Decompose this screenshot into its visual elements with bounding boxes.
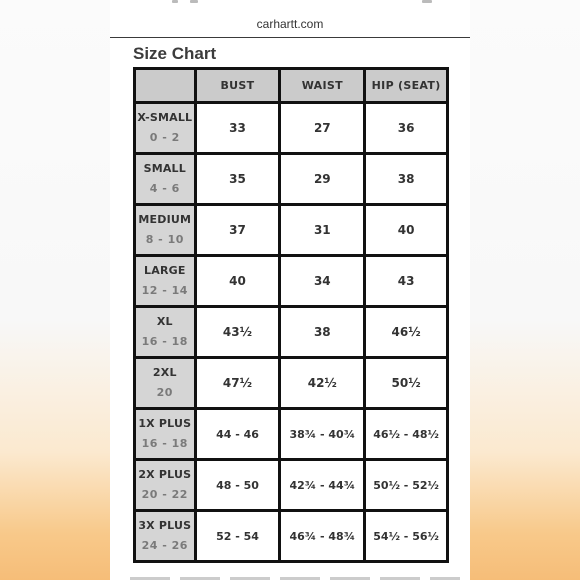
header-corner [135, 69, 196, 103]
hip-cell: 40 [365, 205, 448, 256]
size-label-cell [135, 460, 196, 511]
table-row [135, 409, 448, 460]
bust-cell: 33 [195, 103, 280, 154]
bust-cell: 43½ [195, 307, 280, 358]
size-label-cell [135, 358, 196, 409]
hip-cell: 46½ - 48½ [365, 409, 448, 460]
url-text[interactable]: carhartt.com [256, 17, 324, 31]
size-name: 3X PLUS [138, 519, 192, 532]
hip-cell: 38 [365, 154, 448, 205]
waist-cell: 38¾ - 40¾ [280, 409, 365, 460]
table-body [135, 103, 448, 562]
table-row [135, 205, 448, 256]
size-label-cell [135, 409, 196, 460]
table-row [135, 358, 448, 409]
hip-cell: 54½ - 56½ [365, 511, 448, 562]
size-range: 0 - 2 [149, 131, 180, 144]
table-header-row [135, 69, 448, 103]
size-chart-table [133, 67, 449, 563]
waist-cell: 27 [280, 103, 365, 154]
waist-cell: 42¾ - 44¾ [280, 460, 365, 511]
size-range: 12 - 14 [141, 284, 188, 297]
bust-cell: 48 - 50 [195, 460, 280, 511]
bust-cell: 47½ [195, 358, 280, 409]
table-row [135, 154, 448, 205]
size-label-cell [135, 103, 196, 154]
waist-cell: 29 [280, 154, 365, 205]
hip-cell: 46½ [365, 307, 448, 358]
table-row [135, 460, 448, 511]
table-row [135, 256, 448, 307]
bust-cell: 40 [195, 256, 280, 307]
bust-cell: 37 [195, 205, 280, 256]
size-name: 2XL [152, 366, 177, 379]
bust-cell: 35 [195, 154, 280, 205]
hip-cell: 43 [365, 256, 448, 307]
size-name: 1X PLUS [138, 417, 192, 430]
size-label-cell [135, 307, 196, 358]
hip-cell: 50½ [365, 358, 448, 409]
address-bar[interactable] [110, 0, 470, 38]
waist-cell: 31 [280, 205, 365, 256]
size-name: 2X PLUS [138, 468, 192, 481]
table-row [135, 511, 448, 562]
bust-cell: 52 - 54 [195, 511, 280, 562]
table-row [135, 307, 448, 358]
waist-cell: 38 [280, 307, 365, 358]
header-bust: BUST [195, 69, 280, 103]
waist-cell: 46¾ - 48¾ [280, 511, 365, 562]
size-name: XL [156, 315, 173, 328]
bust-cell: 44 - 46 [195, 409, 280, 460]
header-hip: HIP (SEAT) [365, 69, 448, 103]
size-range: 4 - 6 [149, 182, 180, 195]
size-range: 20 - 22 [141, 488, 188, 501]
size-name: LARGE [144, 264, 186, 277]
hip-cell: 50½ - 52½ [365, 460, 448, 511]
size-name: MEDIUM [138, 213, 192, 226]
size-label-cell [135, 205, 196, 256]
waist-cell: 42½ [280, 358, 365, 409]
size-name: X-SMALL [137, 111, 193, 124]
size-range: 24 - 26 [141, 539, 188, 552]
table-row [135, 103, 448, 154]
size-range: 20 [156, 386, 173, 399]
browser-page [110, 0, 470, 580]
size-range: 16 - 18 [141, 437, 188, 450]
size-name: SMALL [143, 162, 186, 175]
header-waist: WAIST [280, 69, 365, 103]
hip-cell: 36 [365, 103, 448, 154]
size-label-cell [135, 154, 196, 205]
size-label-cell [135, 511, 196, 562]
size-label-cell [135, 256, 196, 307]
page-title: Size Chart [133, 44, 217, 63]
size-range: 16 - 18 [141, 335, 188, 348]
waist-cell: 34 [280, 256, 365, 307]
size-range: 8 - 10 [145, 233, 184, 246]
